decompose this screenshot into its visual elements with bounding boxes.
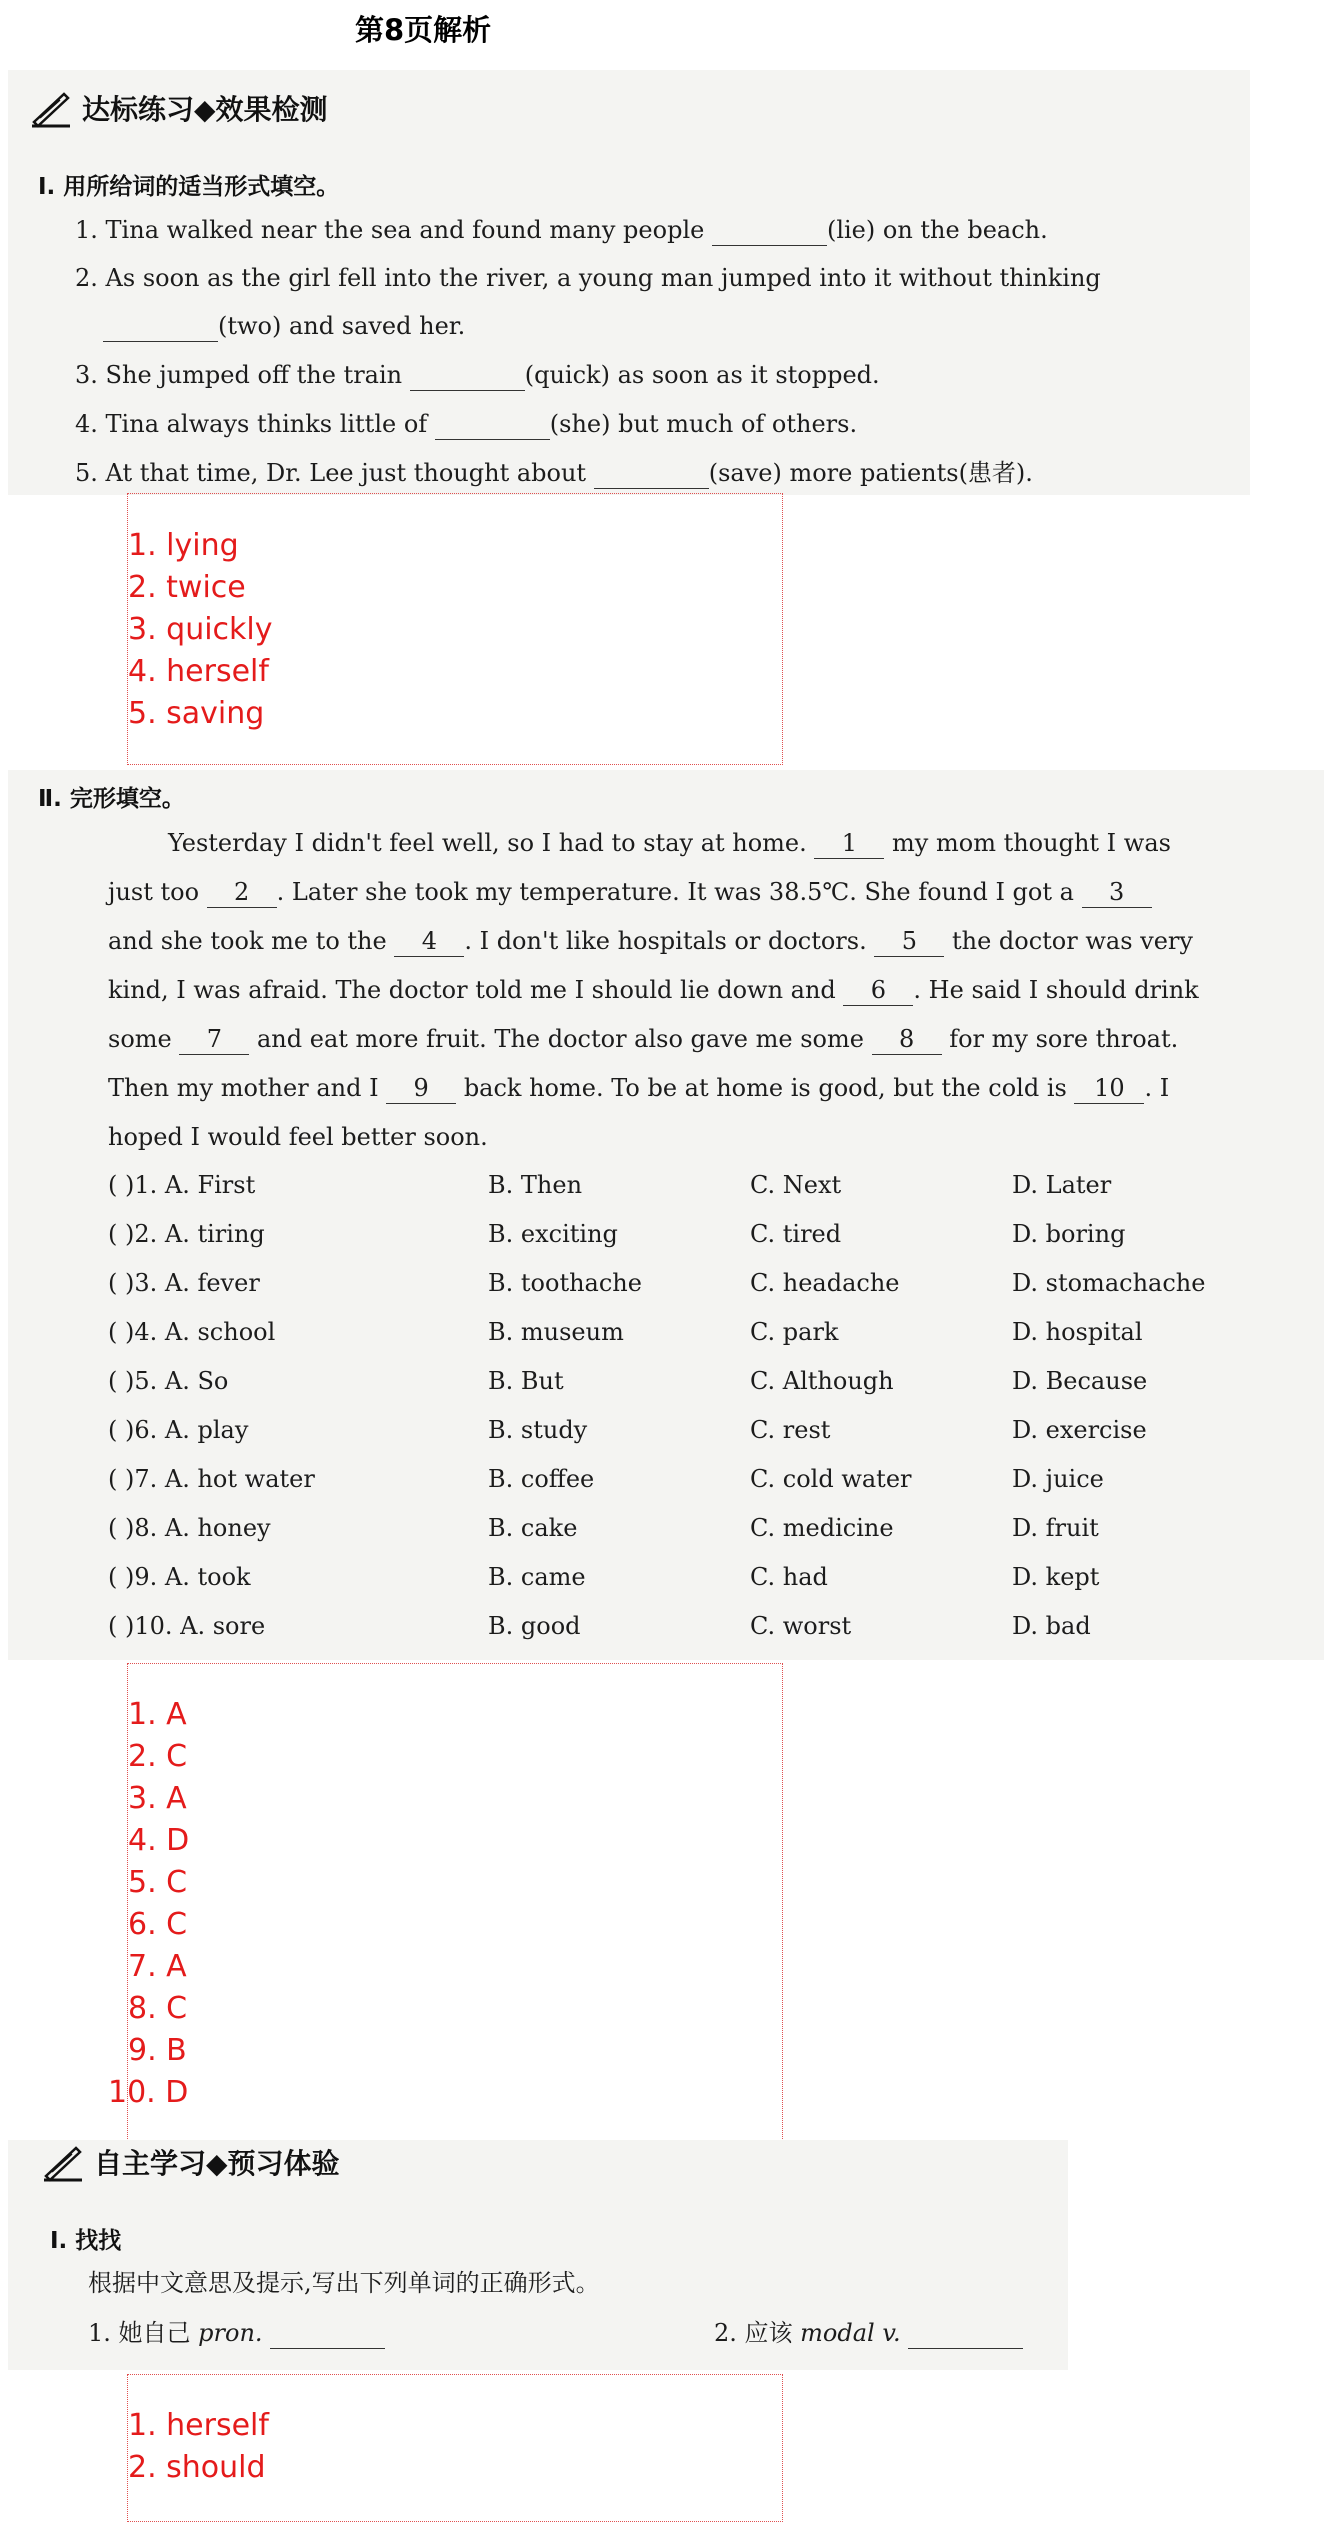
answer-line: 4. herself bbox=[128, 654, 269, 689]
answer-box-2 bbox=[127, 1663, 783, 2145]
answer-line: 2. C bbox=[128, 1739, 188, 1774]
pen-icon bbox=[30, 88, 70, 128]
passage-text: . Later she took my temperature. It was 38.5℃. She found I got a bbox=[276, 878, 1082, 906]
cloze-blank: 1 bbox=[814, 828, 884, 859]
vocab-item-2: 2. 应该 modal v. bbox=[714, 2318, 1023, 2349]
option-choice: B. Then bbox=[488, 1171, 583, 1199]
answer-line: 1. lying bbox=[128, 528, 239, 563]
passage-text: the doctor was very bbox=[944, 927, 1193, 955]
option-choice: D. exercise bbox=[1012, 1416, 1147, 1444]
section-banner bbox=[42, 2142, 340, 2182]
passage-text: some bbox=[108, 1025, 180, 1053]
question-4: 4. Tina always thinks little of (she) but much of others. bbox=[75, 410, 858, 438]
passage-text: Yesterday I didn't feel well, so I had to stay at home. bbox=[168, 829, 815, 857]
question-3: 3. She jumped off the train (quick) as soon as it stopped. bbox=[75, 361, 880, 389]
answer-line: 1. herself bbox=[128, 2408, 269, 2443]
answer-line: 4. D bbox=[128, 1823, 190, 1858]
passage-text: kind, I was afraid. The doctor told me I should lie down and bbox=[108, 976, 844, 1004]
option-choice: C. rest bbox=[750, 1416, 831, 1444]
option-choice: D. Later bbox=[1012, 1171, 1112, 1199]
answer-blank bbox=[594, 458, 709, 489]
option-choice: C. Although bbox=[750, 1367, 894, 1395]
cloze-blank: 6 bbox=[843, 975, 913, 1006]
option-choice: C. park bbox=[750, 1318, 839, 1346]
option-question: ( )6. A. play bbox=[108, 1416, 249, 1444]
option-choice: B. toothache bbox=[488, 1269, 642, 1297]
instruction: 根据中文意思及提示,写出下列单词的正确形式。 bbox=[88, 2269, 600, 2297]
cloze-blank: 7 bbox=[179, 1024, 249, 1055]
option-choice: C. had bbox=[750, 1563, 828, 1591]
cloze-blank: 5 bbox=[874, 926, 944, 957]
passage-line bbox=[108, 975, 1199, 1006]
option-choice: D. stomachache bbox=[1012, 1269, 1206, 1297]
passage-text: Then my mother and I bbox=[108, 1074, 387, 1102]
option-choice: B. came bbox=[488, 1563, 586, 1591]
option-question: ( )10. A. sore bbox=[108, 1612, 266, 1640]
option-choice: D. Because bbox=[1012, 1367, 1148, 1395]
option-choice: C. cold water bbox=[750, 1465, 912, 1493]
option-choice: D. boring bbox=[1012, 1220, 1126, 1248]
option-choice: D. fruit bbox=[1012, 1514, 1099, 1542]
option-choice: C. Next bbox=[750, 1171, 842, 1199]
cloze-blank: 10 bbox=[1074, 1073, 1144, 1104]
cloze-blank: 3 bbox=[1082, 877, 1152, 908]
passage-line bbox=[108, 1122, 488, 1152]
answer-line: 3. A bbox=[128, 1781, 187, 1816]
answer-blank bbox=[712, 215, 827, 246]
option-choice: C. tired bbox=[750, 1220, 842, 1248]
cloze-blank: 9 bbox=[386, 1073, 456, 1104]
question-5: 5. At that time, Dr. Lee just thought about (save) more patients(患者). bbox=[75, 459, 1033, 487]
answer-line: 9. B bbox=[128, 2033, 187, 2068]
option-question: ( )1. A. First bbox=[108, 1171, 256, 1199]
passage-line bbox=[108, 1073, 1169, 1104]
pen-icon bbox=[42, 2142, 82, 2182]
cloze-blank: 4 bbox=[394, 926, 464, 957]
option-question: ( )5. A. So bbox=[108, 1367, 229, 1395]
option-question: ( )9. A. took bbox=[108, 1563, 251, 1591]
question-1: 1. Tina walked near the sea and found many people (lie) on the beach. bbox=[75, 216, 1048, 244]
answer-blank bbox=[103, 311, 218, 342]
passage-text: . I don't like hospitals or doctors. bbox=[464, 927, 875, 955]
passage-text: hoped I would feel better soon. bbox=[108, 1123, 488, 1151]
option-question: ( )4. A. school bbox=[108, 1318, 276, 1346]
option-choice: D. juice bbox=[1012, 1465, 1104, 1493]
answer-line: 7. A bbox=[128, 1949, 187, 1984]
option-choice: C. medicine bbox=[750, 1514, 894, 1542]
option-question: ( )8. A. honey bbox=[108, 1514, 271, 1542]
section-heading: Ⅰ. 找找 bbox=[50, 2228, 122, 2254]
option-choice: B. cake bbox=[488, 1514, 578, 1542]
option-choice: B. But bbox=[488, 1367, 564, 1395]
answer-line: 2. should bbox=[128, 2450, 266, 2485]
option-choice: B. museum bbox=[488, 1318, 624, 1346]
option-choice: C. headache bbox=[750, 1269, 900, 1297]
passage-text: just too bbox=[108, 878, 207, 906]
option-choice: D. kept bbox=[1012, 1563, 1100, 1591]
option-choice: D. bad bbox=[1012, 1612, 1091, 1640]
answer-line: 3. quickly bbox=[128, 612, 273, 647]
answer-line: 8. C bbox=[128, 1991, 188, 2026]
passage-line bbox=[108, 926, 1193, 957]
answer-line: 2. twice bbox=[128, 570, 246, 605]
passage-line bbox=[168, 828, 1171, 859]
question-2-cont: (two) and saved her. bbox=[103, 311, 465, 342]
vocab-item-1: 1. 她自己 pron. bbox=[88, 2318, 385, 2349]
passage-text: and she took me to the bbox=[108, 927, 395, 955]
answer-blank bbox=[908, 2318, 1023, 2349]
banner-title: 达标练习◆效果检测 bbox=[82, 93, 328, 126]
page-title: 第8页解析 bbox=[355, 13, 492, 47]
option-question: ( )2. A. tiring bbox=[108, 1220, 265, 1248]
answer-blank bbox=[270, 2318, 385, 2349]
answer-line: 6. C bbox=[128, 1907, 188, 1942]
answer-line: 1. A bbox=[128, 1697, 187, 1732]
option-choice: D. hospital bbox=[1012, 1318, 1143, 1346]
answer-blank bbox=[410, 360, 525, 391]
option-choice: B. good bbox=[488, 1612, 581, 1640]
option-choice: B. exciting bbox=[488, 1220, 618, 1248]
section-heading: Ⅱ. 完形填空。 bbox=[38, 786, 185, 812]
passage-text: for my sore throat. bbox=[941, 1025, 1179, 1053]
cloze-blank: 2 bbox=[207, 877, 277, 908]
passage-text: and eat more fruit. The doctor also gave me some bbox=[249, 1025, 872, 1053]
passage-text: back home. To be at home is good, but the cold is bbox=[456, 1074, 1075, 1102]
question-2: 2. As soon as the girl fell into the river, a young man jumped into it without thinking bbox=[75, 264, 1101, 292]
passage-text: my mom thought I was bbox=[884, 829, 1171, 857]
passage-text: . He said I should drink bbox=[913, 976, 1199, 1004]
option-question: ( )3. A. fever bbox=[108, 1269, 260, 1297]
section-heading: Ⅰ. 用所给词的适当形式填空。 bbox=[38, 174, 340, 200]
cloze-blank: 8 bbox=[872, 1024, 942, 1055]
answer-line: 10. D bbox=[108, 2075, 189, 2110]
banner-title: 自主学习◆预习体验 bbox=[94, 2147, 340, 2180]
option-question: ( )7. A. hot water bbox=[108, 1465, 315, 1493]
option-choice: B. coffee bbox=[488, 1465, 595, 1493]
option-choice: B. study bbox=[488, 1416, 588, 1444]
passage-text: . I bbox=[1144, 1074, 1170, 1102]
option-choice: C. worst bbox=[750, 1612, 852, 1640]
answer-blank bbox=[435, 409, 550, 440]
answer-line: 5. C bbox=[128, 1865, 188, 1900]
passage-line bbox=[108, 877, 1152, 908]
answer-line: 5. saving bbox=[128, 696, 265, 731]
section-banner bbox=[30, 88, 328, 128]
passage-line bbox=[108, 1024, 1178, 1055]
